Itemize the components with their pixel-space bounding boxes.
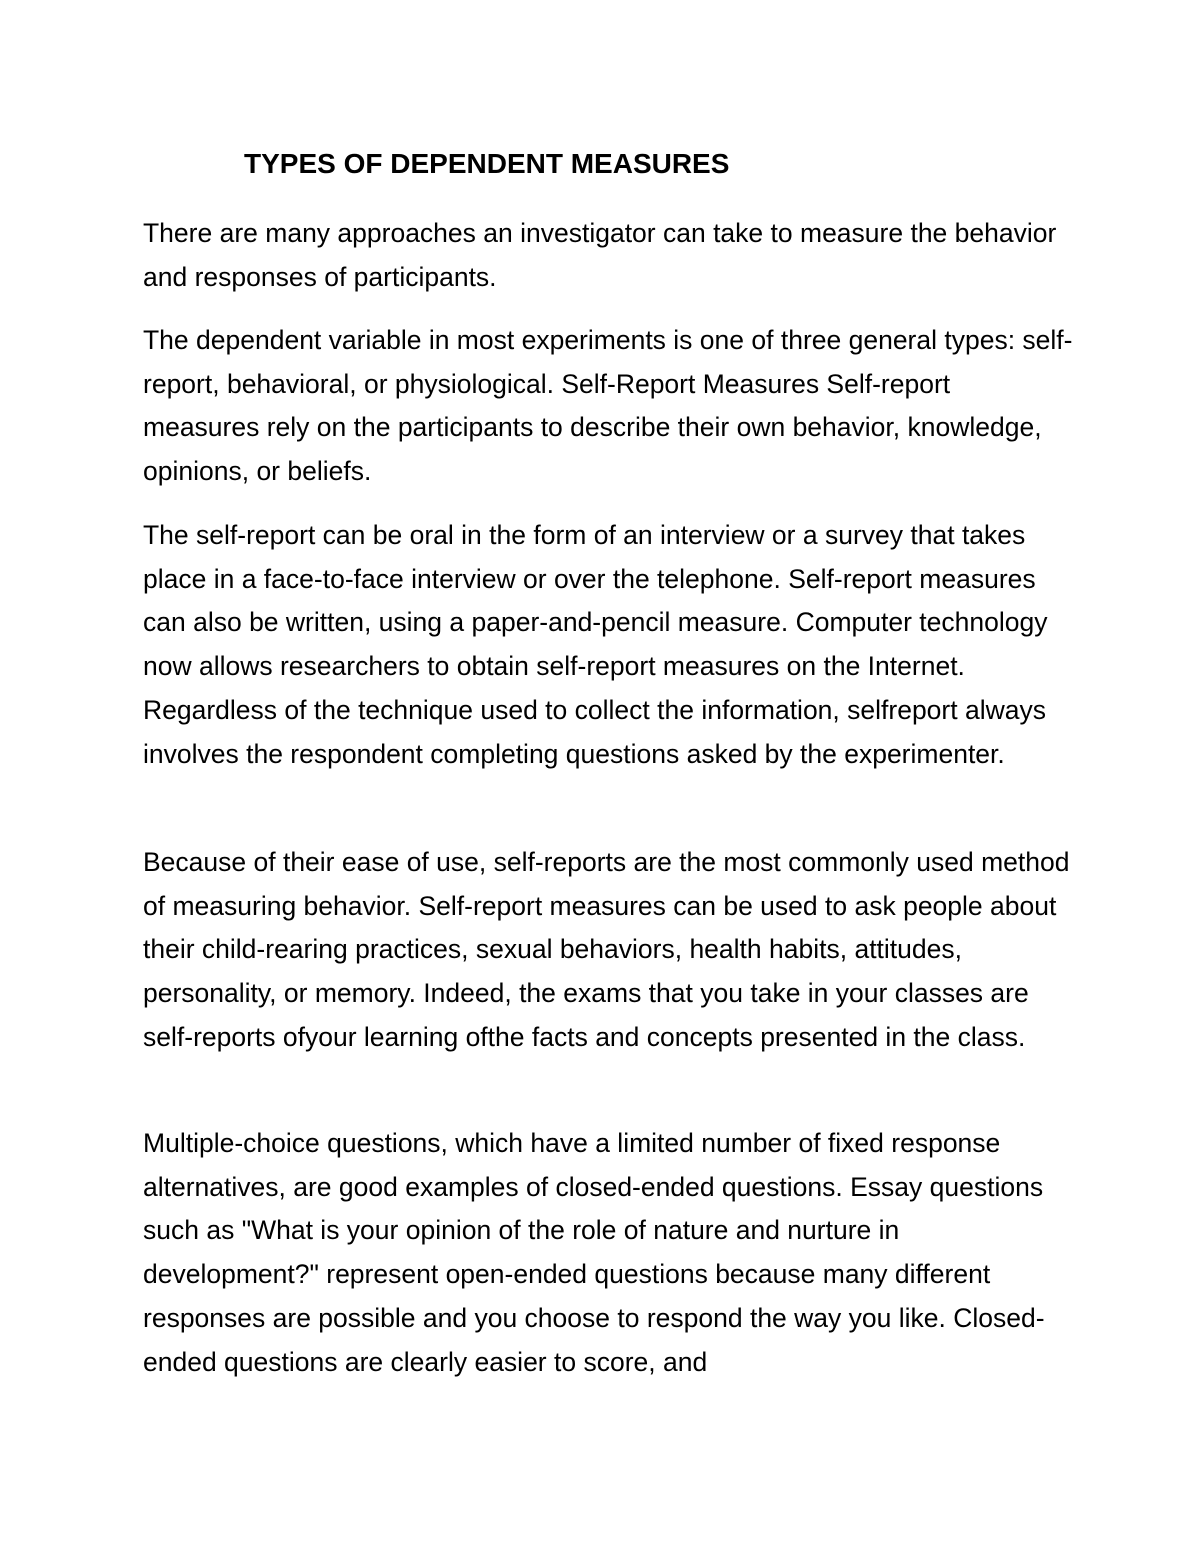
paragraph-intro: There are many approaches an investigator can take to measure the behavior and responses of participants. [143, 218, 1057, 292]
paragraph-question-types: Multiple-choice questions, which have a limited number of fixed response alternatives, are good examples of closed-ended questions. Essay questions such as "What is your opinion of the role of nature and nurture in development?" represent open-ended questions because many different responses are possible and you choose to respond the way you like. Closed-ended questions are clearly easier to score, and [143, 1128, 1045, 1377]
paragraph-self-report-forms: The self-report can be oral in the form of an interview or a survey that takes place in a face-to-face interview or over the telephone. Self-report measures can also be written, using a paper-and-pencil measure. Computer technology now allows researchers to obtain self-report measures on the Internet. Regardless of the technique used to collect the information, selfreport always involves the respondent completing questions asked by the experimenter. [143, 520, 1048, 769]
document-title: TYPES OF DEPENDENT MEASURES [244, 148, 730, 179]
paragraph-dependent-variable: The dependent variable in most experiments is one of three general types: self-report, behavioral, or physiological. Self-Report Measures Self-report measures rely on the participants to describe their own behavior, knowledge, opinions, or beliefs. [143, 325, 1073, 487]
paragraph-ease-of-use: Because of their ease of use, self-reports are the most commonly used method of measuring behavior. Self-report measures can be used to ask people about their child-rearing practices, sexual behaviors, health habits, attitudes, personality, or memory. Indeed, the exams that you take in your classes are self-reports ofyour learning ofthe facts and concepts presented in the class. [143, 847, 1070, 1052]
